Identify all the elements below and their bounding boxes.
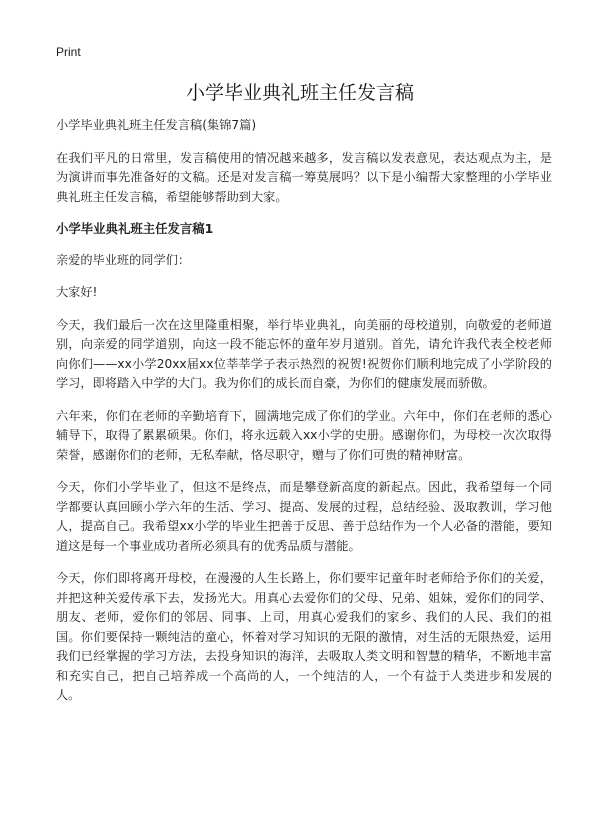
document-body <box>56 116 552 719</box>
body-paragraph: 今天，你们小学毕业了，但这不是终点，而是攀登新高度的新起点。因此，我希望每一个同学都要认真回顾小学六年的生活、学习、提高、发展的过程，总结经验、汲取教训，学习他人，提高自己。我希望xx小学的毕业生把善于反思、善于总结作为一个人必备的潜能，要知道这是每一个事业成功者所必须具有的优秀品质与潜能。 <box>56 480 552 553</box>
intro-paragraph: 在我们平凡的日常里，发言稿使用的情况越来越多，发言稿以发表意见，表达观点为主，是为演讲而事先准备好的文稿。还是对发言稿一筹莫展吗？以下是小编帮大家整理的小学毕业典礼班主任发言稿，希望能够帮助到大家。 <box>56 150 552 204</box>
document-subtitle: 小学毕业典礼班主任发言稿(集锦7篇) <box>56 118 257 132</box>
salutation: 亲爱的毕业班的同学们： <box>56 252 191 267</box>
body-paragraph: 六年来，你们在老师的辛勤培育下，圆满地完成了你们的学业。六年中，你们在老师的悉心辅导下，取得了累累硕果。你们，将永远载入xx小学的史册。感谢你们，为母校一次次取得荣誉，感谢你们的老师，无私奉献，恪尽职守，赠与了你们可贵的精神财富。 <box>56 408 552 462</box>
section-heading: 小学毕业典礼班主任发言稿1 <box>56 221 214 236</box>
body-paragraph: 今天，你们即将离开母校，在漫漫的人生长路上，你们要牢记童年时老师给予你们的关爱，并把这种关爱传承下去，发扬光大。用真心去爱你们的父母、兄弟、姐妹，爱你们的同学、朋友、老师，爱你们的邻居、同事、上司，用真心爱我们的家乡、我们的人民、我们的祖国。你们要保持一颗纯洁的童心，怀着对学习知识的无限的激情，对生活的无限热爱，运用我们已经掌握的学习方法，去投身知识的海洋，去吸取人类文明和智慧的精华，不断地丰富和充实自己，把自己培养成一个高尚的人，一个纯洁的人，一个有益于人类进步和发展的人。 <box>56 571 552 702</box>
body-paragraph: 今天，我们最后一次在这里隆重相聚，举行毕业典礼，向美丽的母校道别，向敬爱的老师道别，向亲爱的同学道别，向这一段不能忘怀的童年岁月道别。首先，请允许我代表全校老师向你们——xx小学20xx届xx位莘莘学子表示热烈的祝贺!祝贺你们顺利地完成了小学阶段的学习，即将踏入中学的大门。我为你们的成长而自豪，为你们的健康发展而骄傲。 <box>56 317 552 390</box>
document-title: 小学毕业典礼班主任发言稿 <box>185 82 414 104</box>
greeting: 大家好! <box>56 285 98 299</box>
print-link[interactable]: Print <box>56 45 81 59</box>
